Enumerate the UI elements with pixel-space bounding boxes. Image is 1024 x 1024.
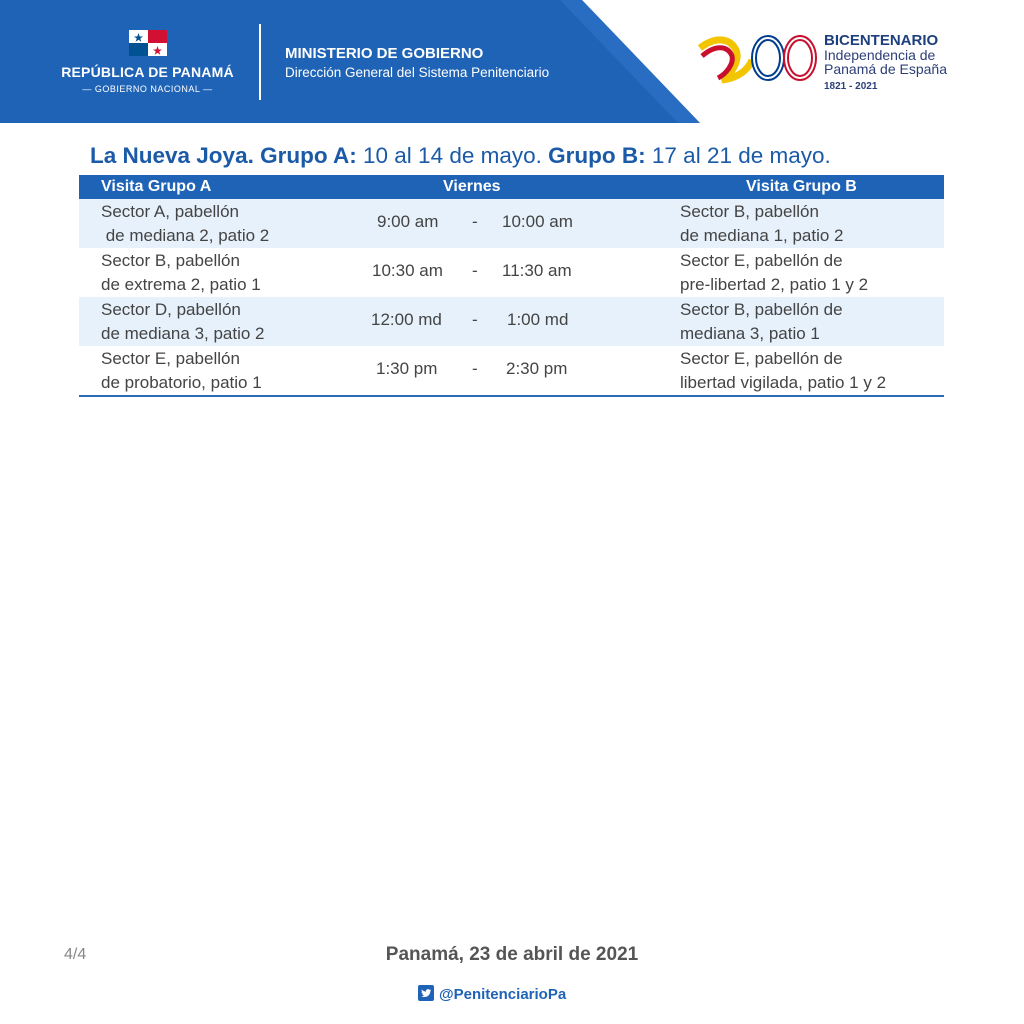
groupA-line-1: Sector D, pabellón bbox=[101, 300, 241, 319]
groupA-cell bbox=[101, 298, 265, 346]
groupB-line-2: libertad vigilada, patio 1 y 2 bbox=[680, 373, 887, 392]
table-row bbox=[79, 248, 944, 297]
ministry-block bbox=[285, 45, 549, 80]
groupB-line-2: pre-libertad 2, patio 1 y 2 bbox=[680, 275, 869, 294]
government-subtitle-text: GOBIERNO NACIONAL bbox=[94, 84, 201, 94]
groupB-line-2: de mediana 1, patio 2 bbox=[680, 226, 844, 245]
bicentenario-text bbox=[824, 34, 947, 94]
header-divider bbox=[259, 24, 261, 100]
groupA-line-1: Sector A, pabellón bbox=[101, 202, 239, 221]
time-start: 12:00 md bbox=[371, 310, 442, 329]
groupB-cell bbox=[680, 249, 868, 297]
twitter-icon bbox=[418, 985, 434, 1001]
schedule-heading bbox=[90, 143, 831, 169]
header-banner bbox=[0, 0, 1024, 123]
bicentenario-title: BICENTENARIO bbox=[824, 32, 939, 49]
groupA-cell bbox=[101, 200, 269, 248]
groupA-line-2: de extrema 2, patio 1 bbox=[101, 275, 261, 294]
time-start: 10:30 am bbox=[372, 261, 443, 280]
time-end: 2:30 pm bbox=[506, 359, 568, 378]
visit-schedule-table bbox=[79, 175, 944, 397]
heading-place: La Nueva Joya. bbox=[90, 143, 254, 168]
bicentenario-years: 1821 - 2021 bbox=[824, 81, 878, 92]
time-start: 1:30 pm bbox=[376, 359, 438, 378]
time-end: 1:00 md bbox=[507, 310, 569, 329]
groupA-cell bbox=[101, 347, 262, 395]
ministry-subtitle: Dirección General del Sistema Penitenciario bbox=[285, 65, 550, 80]
table-row bbox=[79, 297, 944, 346]
groupB-cell bbox=[680, 347, 886, 395]
bicentenario-line-2: Panamá de España bbox=[824, 61, 947, 77]
government-title: REPÚBLICA DE PANAMÁ bbox=[61, 64, 234, 80]
bicentenario-ribbon-icon bbox=[696, 30, 821, 95]
bicentenario-line-1: Independencia de bbox=[824, 47, 936, 63]
groupA-line-2: de mediana 3, patio 2 bbox=[101, 324, 265, 343]
ministry-title: MINISTERIO DE GOBIERNO bbox=[285, 45, 484, 62]
groupB-line-1: Sector B, pabellón de bbox=[680, 300, 843, 319]
government-logo bbox=[40, 30, 255, 94]
government-subtitle: — GOBIERNO NACIONAL — bbox=[82, 84, 213, 94]
header-groupB: Visita Grupo B bbox=[746, 178, 857, 195]
time-separator: - bbox=[472, 261, 478, 280]
groupB-line-2: mediana 3, patio 1 bbox=[680, 324, 820, 343]
groupA-cell bbox=[101, 249, 261, 297]
table-row bbox=[79, 346, 944, 395]
time-separator: - bbox=[472, 359, 478, 378]
time-end: 10:00 am bbox=[502, 212, 573, 231]
bicentenario-logo bbox=[696, 28, 1006, 100]
groupA-line-1: Sector E, pabellón bbox=[101, 349, 240, 368]
time-separator: - bbox=[472, 310, 478, 329]
groupB-line-1: Sector E, pabellón de bbox=[680, 349, 843, 368]
table-row bbox=[79, 199, 944, 248]
time-start: 9:00 am bbox=[377, 212, 439, 231]
header-day: Viernes bbox=[443, 178, 501, 195]
twitter-handle[interactable]: @PenitenciarioPa bbox=[439, 986, 567, 1003]
header-groupA: Visita Grupo A bbox=[101, 178, 212, 195]
groupB-cell bbox=[680, 200, 844, 248]
page-number: 4/4 bbox=[64, 946, 87, 963]
panama-flag-icon bbox=[129, 30, 167, 56]
groupB-line-1: Sector E, pabellón de bbox=[680, 251, 843, 270]
heading-groupB-dates: 17 al 21 de mayo. bbox=[651, 143, 831, 168]
groupB-cell bbox=[680, 298, 843, 346]
groupA-line-2: de mediana 2, patio 2 bbox=[101, 226, 270, 245]
table-header bbox=[79, 175, 944, 199]
time-end: 11:30 am bbox=[502, 261, 572, 280]
groupA-line-2: de probatorio, patio 1 bbox=[101, 373, 262, 392]
groupA-line-1: Sector B, pabellón bbox=[101, 251, 240, 270]
heading-groupA-label: Grupo A: bbox=[260, 143, 357, 168]
heading-groupA-dates: 10 al 14 de mayo. bbox=[363, 143, 542, 168]
footer-date: Panamá, 23 de abril de 2021 bbox=[385, 944, 639, 965]
groupB-line-1: Sector B, pabellón bbox=[680, 202, 819, 221]
twitter-handle-link[interactable] bbox=[418, 985, 566, 1003]
time-separator: - bbox=[472, 212, 478, 231]
heading-groupB-label: Grupo B: bbox=[548, 143, 646, 168]
